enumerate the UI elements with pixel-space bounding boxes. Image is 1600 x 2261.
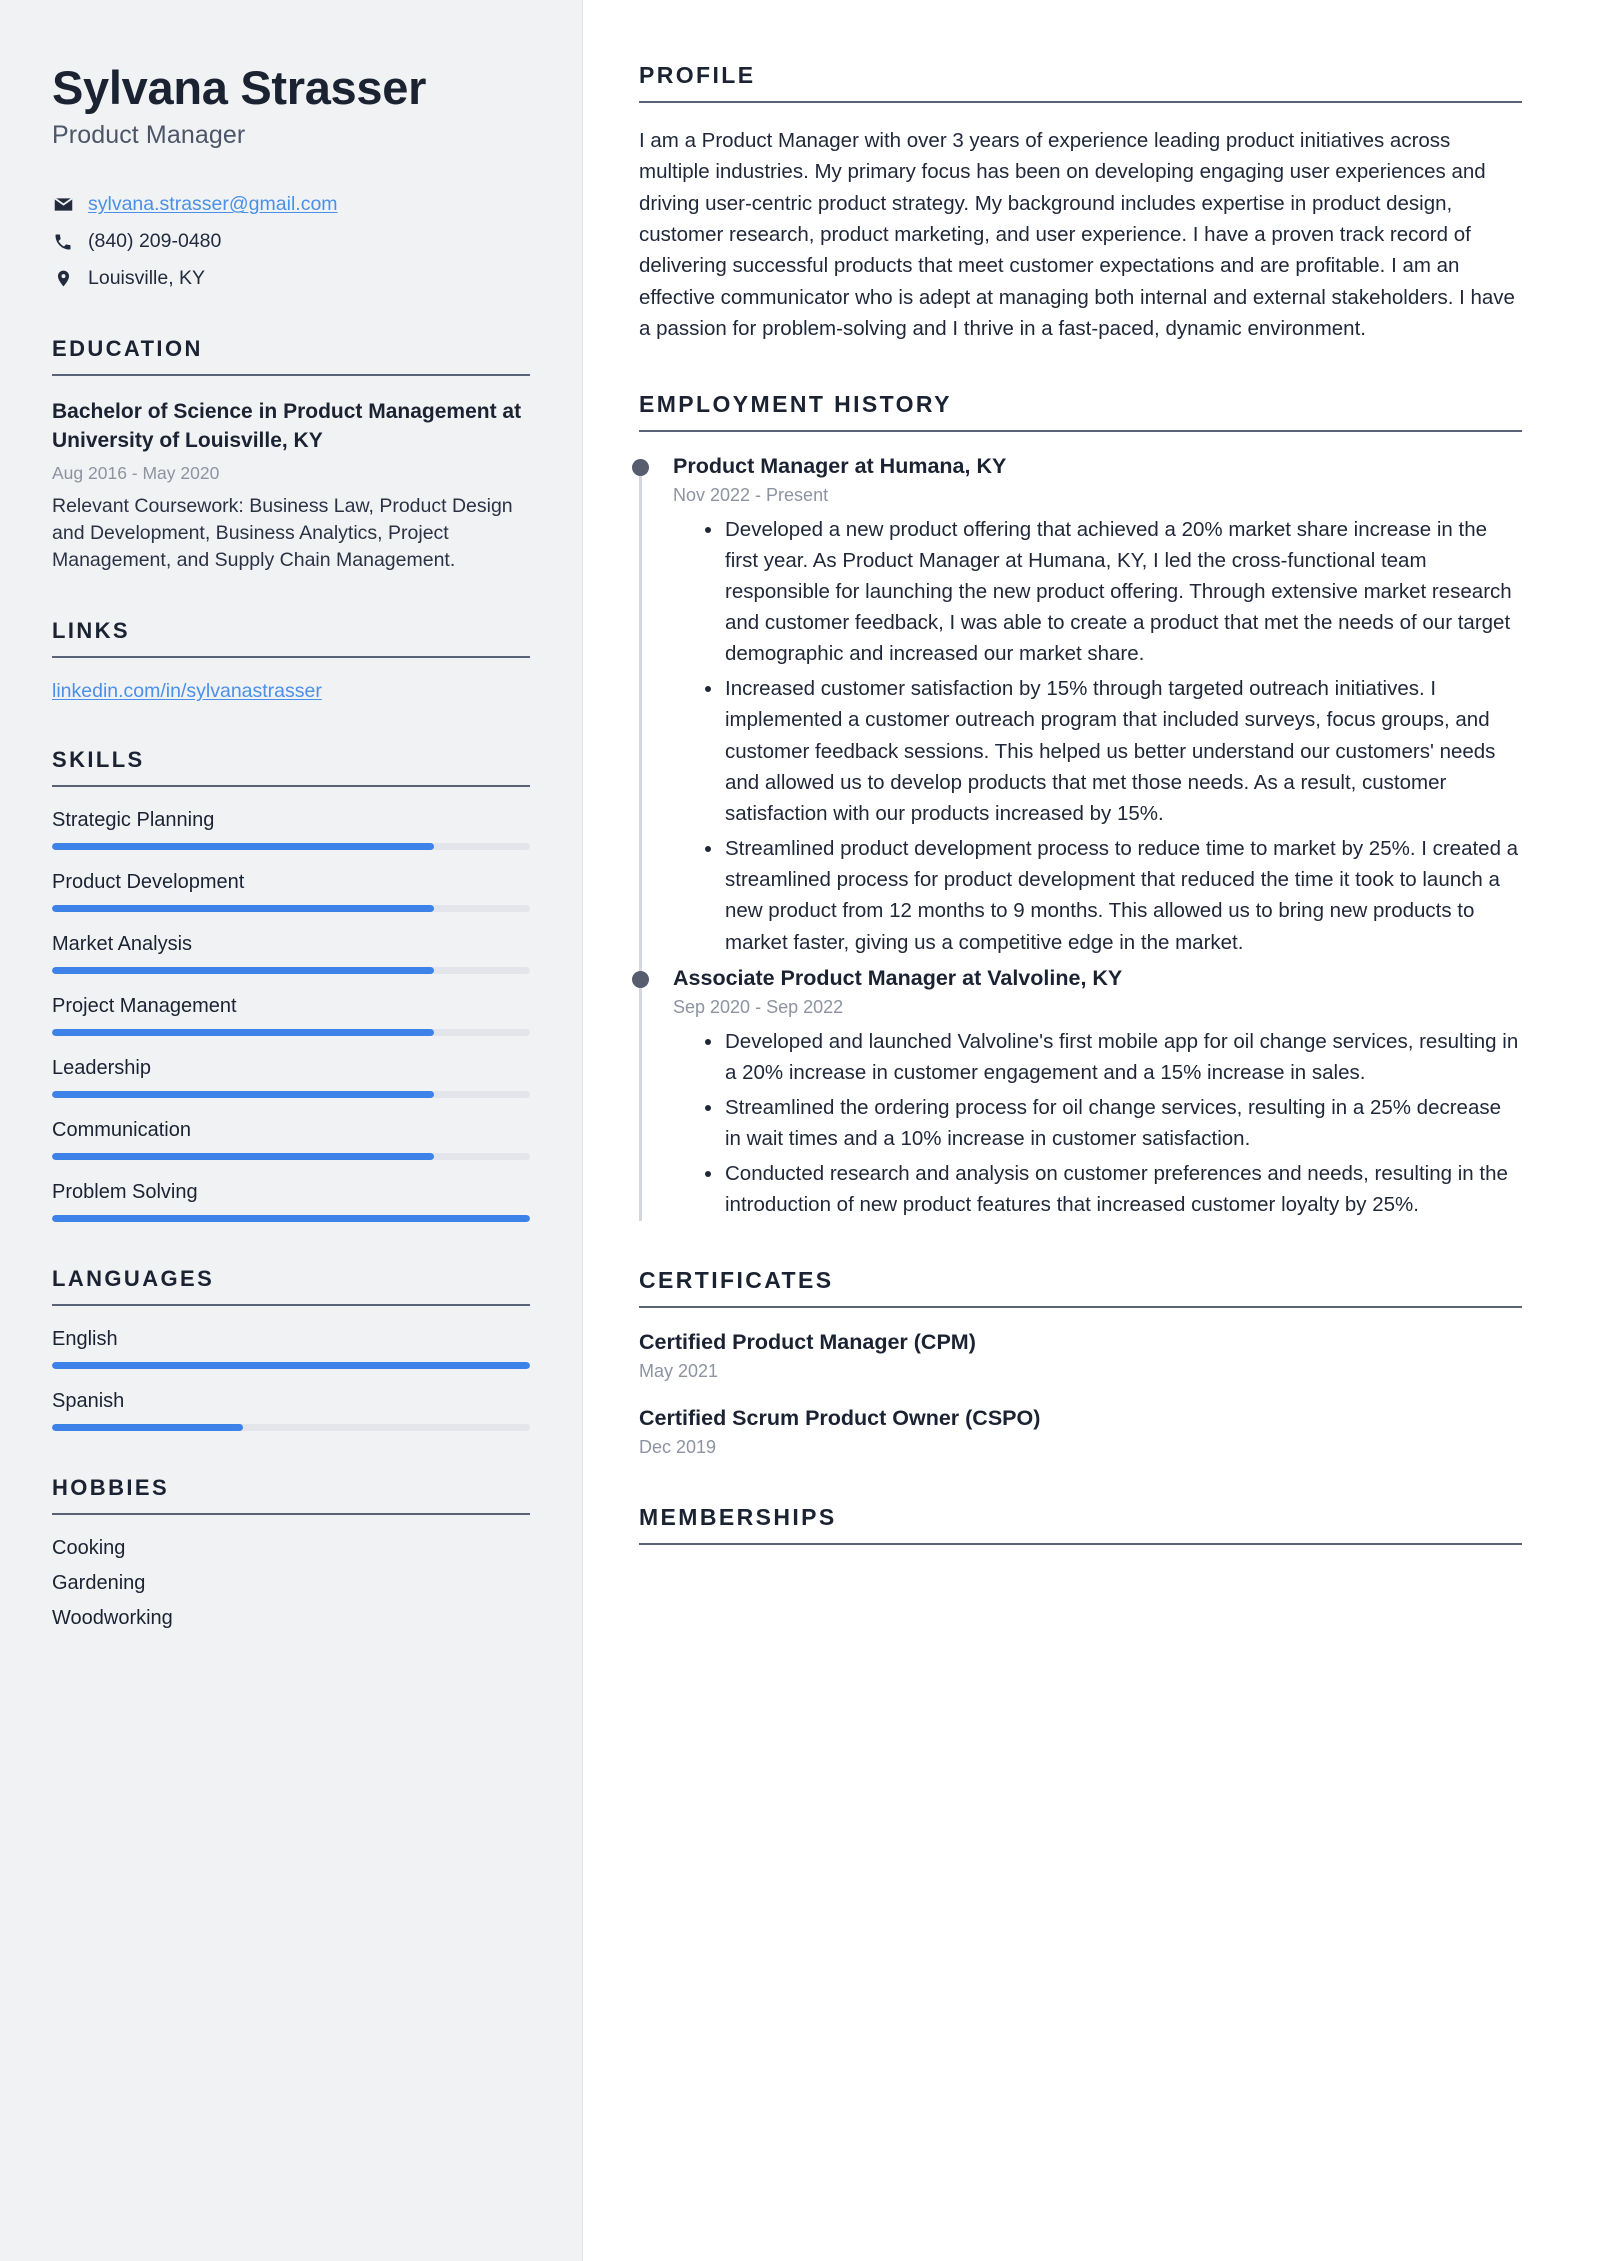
employment-timeline: [639, 454, 1522, 1221]
language-label: Spanish: [52, 1390, 125, 1413]
skill-label: Communication: [52, 1119, 191, 1142]
certificate-entry: [639, 1330, 1522, 1382]
education-rule: [52, 374, 530, 376]
skill-item: [52, 933, 530, 974]
job-bullet: Developed a new product offering that achieved a 20% market share increase in the first year. As Product Manager at Humana, KY, I led the cross-functional team responsible for launching the new product offering. Through extensive market research and customer feedback, I was able to create a product that met the needs of our target demographic and increased our market share.: [703, 514, 1522, 670]
job-bullet: Streamlined product development process to reduce time to market by 25%. I created a streamlined process for product development that reduced the time it took to launch a new product from 12 months to 9 months. This allowed us to bring new products to market faster, giving us a competitive edge in the market.: [703, 833, 1522, 958]
job-bullet: Developed and launched Valvoline's first mobile app for oil change services, resulting in a 20% increase in customer engagement and a 15% increase in sales.: [703, 1026, 1522, 1088]
candidate-job-title: Product Manager: [52, 120, 246, 149]
certificate-date: Dec 2019: [639, 1436, 717, 1457]
job-bullet: Conducted research and analysis on customer preferences and needs, resulting in the introduction of new product features that increased customer loyalty by 25%.: [703, 1158, 1522, 1220]
languages-rule: [52, 1304, 530, 1306]
contact-location: [52, 266, 530, 292]
section-hobbies: [52, 1475, 530, 1630]
skills-rule: [52, 785, 530, 787]
skill-bar-fill: [52, 1091, 434, 1098]
language-bar-track: [52, 1362, 530, 1369]
skill-bar-track: [52, 1153, 530, 1160]
job-bullet: Streamlined the ordering process for oil change services, resulting in a 25% decrease in wait times and a 10% increase in customer satisfaction.: [703, 1092, 1522, 1154]
section-employment-history: [639, 391, 1522, 1221]
skill-label: Market Analysis: [52, 933, 193, 956]
skill-item: [52, 1057, 530, 1098]
certificates-rule: [639, 1306, 1522, 1308]
languages-heading: LANGUAGES: [52, 1266, 215, 1292]
certificate-name: Certified Scrum Product Owner (CSPO): [639, 1405, 1041, 1430]
contact-phone: [52, 229, 530, 255]
section-memberships: [639, 1504, 1522, 1545]
certificate-entry: [639, 1406, 1522, 1458]
section-certificates: [639, 1267, 1522, 1458]
link-linkedin[interactable]: linkedin.com/in/sylvanastrasser: [52, 680, 322, 703]
skill-label: Strategic Planning: [52, 809, 215, 832]
language-item: [52, 1390, 530, 1431]
contact-email[interactable]: [52, 192, 530, 218]
education-heading: EDUCATION: [52, 335, 203, 361]
certificates-heading: CERTIFICATES: [639, 1266, 834, 1293]
skill-item: [52, 871, 530, 912]
job-date: Nov 2022 - Present: [673, 484, 829, 505]
certificate-name: Certified Product Manager (CPM): [639, 1329, 976, 1354]
skill-item: [52, 1181, 530, 1222]
job-entry: [673, 966, 1522, 1221]
skill-label: Project Management: [52, 995, 237, 1018]
job-date: Sep 2020 - Sep 2022: [673, 996, 844, 1017]
section-education: [52, 336, 530, 575]
skill-bar-track: [52, 843, 530, 850]
employment-rule: [639, 430, 1522, 432]
candidate-name: Sylvana Strasser: [52, 61, 427, 114]
section-languages: [52, 1266, 530, 1431]
employment-heading: EMPLOYMENT HISTORY: [639, 390, 952, 417]
language-bar-track: [52, 1424, 530, 1431]
skill-bar-track: [52, 1091, 530, 1098]
hobby-item: Gardening: [52, 1572, 146, 1595]
skill-bar-track: [52, 905, 530, 912]
skill-bar-fill: [52, 905, 434, 912]
links-rule: [52, 656, 530, 658]
location-pin-icon: [52, 268, 74, 289]
skill-bar-track: [52, 967, 530, 974]
skill-bar-fill: [52, 1153, 434, 1160]
skill-bar-fill: [52, 1215, 530, 1222]
skill-label: Leadership: [52, 1057, 151, 1080]
language-bar-fill: [52, 1362, 530, 1369]
certificate-date: May 2021: [639, 1360, 719, 1381]
profile-rule: [639, 101, 1522, 103]
hobbies-rule: [52, 1513, 530, 1515]
skill-label: Problem Solving: [52, 1181, 198, 1204]
hobby-item: Cooking: [52, 1537, 126, 1560]
skill-item: [52, 809, 530, 850]
skills-heading: SKILLS: [52, 747, 145, 773]
sidebar: [0, 0, 583, 2261]
skill-bar-fill: [52, 1029, 434, 1036]
skill-item: [52, 1119, 530, 1160]
skill-bar-fill: [52, 843, 434, 850]
language-item: [52, 1328, 530, 1369]
skill-item: [52, 995, 530, 1036]
job-entry: [673, 454, 1522, 958]
section-profile: [639, 62, 1522, 345]
contact-email-text[interactable]: sylvana.strasser@gmail.com: [88, 193, 338, 216]
main-column: [583, 0, 1600, 2261]
memberships-heading: MEMBERSHIPS: [639, 1503, 837, 1530]
education-description: Relevant Coursework: Business Law, Product Design and Development, Business Analytics, Project Management, and Supply Chain Management.: [52, 494, 513, 572]
skill-bar-fill: [52, 967, 434, 974]
job-title: Associate Product Manager at Valvoline, KY: [673, 965, 1123, 990]
section-skills: [52, 747, 530, 1222]
language-bar-fill: [52, 1424, 243, 1431]
hobby-item: Woodworking: [52, 1607, 173, 1630]
section-links: [52, 618, 530, 703]
timeline-dot-icon: [632, 459, 649, 476]
education-entry: [52, 398, 530, 575]
education-degree: Bachelor of Science in Product Management at University of Louisville, KY: [52, 399, 522, 452]
contact-location-text: Louisville, KY: [88, 267, 206, 290]
envelope-icon: [52, 194, 74, 215]
job-bullets: [673, 1026, 1522, 1221]
phone-icon: [52, 232, 74, 252]
skill-label: Product Development: [52, 871, 245, 894]
contact-phone-text: (840) 209-0480: [88, 230, 222, 253]
profile-heading: PROFILE: [639, 62, 756, 88]
skill-bar-track: [52, 1029, 530, 1036]
contact-list: [52, 192, 530, 292]
links-heading: LINKS: [52, 618, 130, 644]
memberships-rule: [639, 1543, 1522, 1545]
timeline-dot-icon: [632, 971, 649, 988]
profile-text: I am a Product Manager with over 3 years of experience leading product initiatives across multiple industries. My primary focus has been on developing engaging user experiences and driving user-centric product strategy. My background includes expertise in product design, customer research, product marketing, and user experience. I have a proven track record of delivering successful products that meet customer expectations and are profitable. I am an effective communicator who is adept at managing both internal and external stakeholders. I have a passion for problem-solving and I thrive in a fast-paced, dynamic environment.: [639, 129, 1515, 341]
skill-bar-track: [52, 1215, 530, 1222]
job-title: Product Manager at Humana, KY: [673, 453, 1007, 478]
job-bullet: Increased customer satisfaction by 15% through targeted outreach initiatives. I implemented a customer outreach program that included surveys, focus groups, and customer feedback sessions. This helped us better understand our customers' needs and allowed us to develop products that met those needs. As a result, customer satisfaction with our products increased by 15%.: [703, 673, 1522, 829]
hobbies-heading: HOBBIES: [52, 1475, 170, 1501]
job-bullets: [673, 514, 1522, 958]
language-label: English: [52, 1328, 118, 1351]
education-date: Aug 2016 - May 2020: [52, 462, 220, 483]
